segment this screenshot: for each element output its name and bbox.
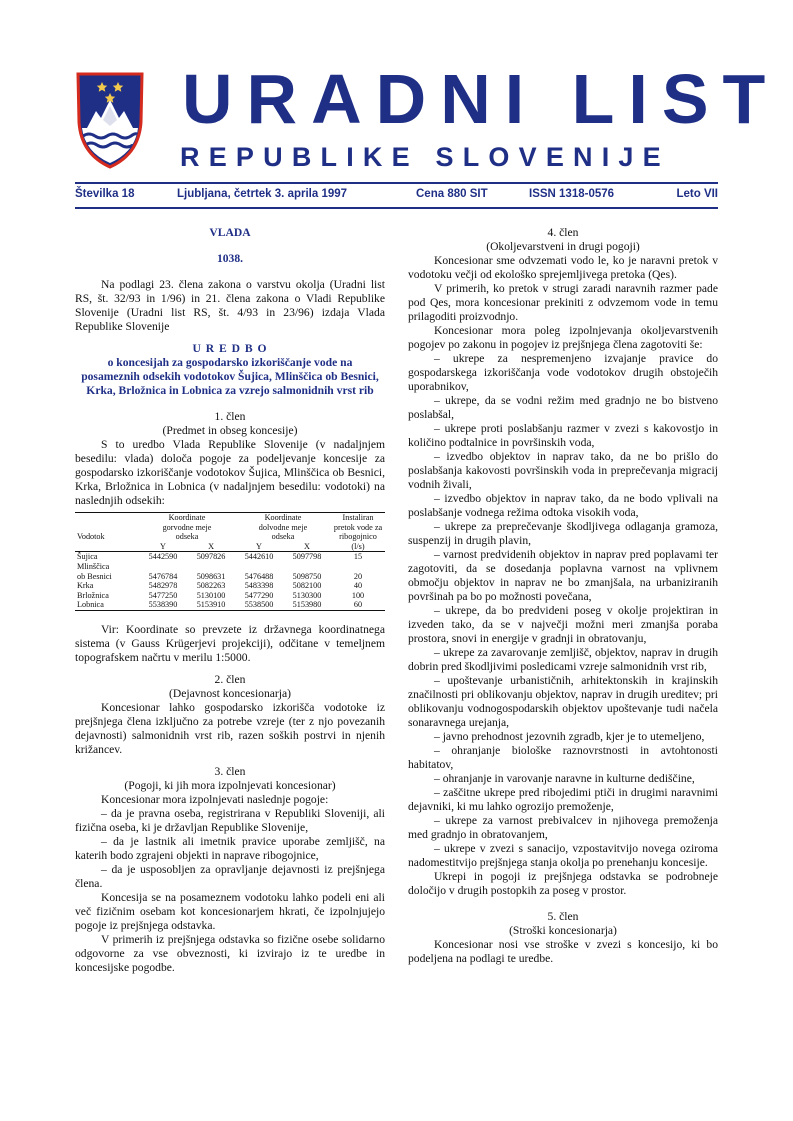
subheader-unit: (l/s) [331,542,385,552]
river-name: Lobnica [75,600,139,610]
table-row [75,600,385,610]
cell-y1: 5482978 [148,581,178,591]
table-row [75,552,385,562]
preamble: Na podlagi 23. člena zakona o varstvu okolja (Uradni list RS, št. 32/93 in 1/96) in 21. člena zakona o Vladi Republike Slovenije (Uradni list RS, št. 4/93 in 23/96) izdaja Vlada Republike Slovenije [75,278,385,333]
article-2-title: 2. člen [214,672,246,686]
article-3-text: Koncesionar mora izpolnjevati naslednje pogoje: [101,792,329,806]
river-name: Brložnica [77,590,109,600]
masthead-info-line [75,188,718,204]
subheader-y: Y [235,542,283,552]
source-note: Vir: Koordinate so prevzete iz državnega koordinatnega sistema (v Gauss Krügerjevi projekciji), odčitane v temeljnem topografskem načrtu v merilu 1:5000. [75,622,385,664]
cell-flow: 40 [353,581,363,591]
cell-x1: 5153910 [187,600,235,610]
article-1-subtitle: (Predmet in obseg koncesije) [162,424,298,437]
publication-subtitle: REPUBLIKE SLOVENIJE [180,142,670,172]
col-header-dolvodne: Koordinate dolvodne meje odseka [235,513,331,542]
cell-y2: 5477290 [244,590,274,600]
cell-x1: 5098631 [196,571,226,581]
list-item: – zaščitne ukrepe pred ribojedimi ptiči in drugimi naravnimi dejavniki, ki mu lahko ogrozijo premoženje, [408,786,718,813]
masthead-bottom-rule [75,207,718,209]
cell-x2: 5082100 [292,581,322,591]
sections-table [75,512,385,611]
article-4-paragraph-3: Koncesionar mora poleg izpolnjevanja okoljevarstvenih pogojev po zakonu in pogojev iz prejšnjega člena zagotoviti še: [408,324,718,351]
cell-y1: 5538390 [139,600,187,610]
table-row [75,581,385,591]
list-item: – varnost predvidenih objektov in naprav pred poplavami ter zagotoviti, da se dosedanja poplavna varnost na vplivnem območju objektov in naprav ne bo zmanjšala, na urbaniziranih površinah pa bo po možnosti povečana, [408,548,718,603]
article-5-subtitle: (Stroški koncesionarja) [509,924,617,937]
publication-title: URADNI LIST [182,60,780,138]
article-4-paragraph-4: Ukrepi in pogoji iz prejšnjega odstavka se podrobneje določijo v drugih postopkih za poseg v prostor. [408,870,718,897]
cell-flow: 20 [353,571,363,581]
cell-y2: 5476488 [244,571,274,581]
cell-x1: 5082263 [196,581,226,591]
act-number: 1038. [216,252,244,265]
article-5-title: 5. člen [547,910,579,923]
list-item: – da je usposobljen za opravljanje dejavnosti iz prejšnjega člena. [75,862,385,890]
section-heading: VLADA [209,226,251,239]
table-row [75,562,385,572]
cell-y1 [139,562,187,572]
cell-flow [331,562,385,572]
river-name: Krka [77,581,94,591]
list-item: – izvedbo objektov in naprav tako, da ne bo prišlo do poslabšanja kakovosti površinskih voda in preprečevanja migracij vodnih živali, [408,450,718,491]
list-item: – da je pravna oseba, registrirana v Republiki Sloveniji, ali fizična oseba, ki je državljan Republike Slovenije, [75,806,385,834]
cell-x1: 5130100 [196,590,226,600]
list-item: – ukrepe, da bo predvideni poseg v okolje projektiran in izveden tako, da se v največji možni meri zmanjša poraba prostora, snovi in energije v gradnji in obratovanju, [408,604,718,645]
article-2-text: Koncesionar lahko gospodarsko izkorišča vodotoke iz prejšnjega člena izključno za potrebe vzreje (ter z njo povezanih dejavnosti) salmonidnih vrst rib, razen soških postrvi in njenih križancev. [75,700,385,756]
left-column [75,226,385,975]
cell-x2: 5097798 [292,552,322,562]
article-4-paragraph-2: V primerih, ko pretok v strugi zaradi naravnih razmer pade pod Qes, mora koncesionar prekiniti z odvzemom vode in temu prilagoditi proizvodnjo. [408,282,718,323]
price: Cena 880 SIT [416,188,488,200]
article-2-subtitle: (Dejavnost koncesionarja) [168,686,291,700]
issn: ISSN 1318-0576 [529,188,615,200]
place-date: Ljubljana, četrtek 3. aprila 1997 [177,188,348,200]
masthead-top-rule [75,182,718,184]
river-name: Šujica [77,552,98,562]
list-item: – ukrepe v zvezi s sanacijo, vzpostavitvijo novega oziroma nadomestitvijo prejšnjega stanja okolja po prenehanju koncesije. [408,842,718,869]
cell-flow: 100 [351,590,365,600]
list-item: – ukrepe za nespremenjeno izvajanje pravice do gospodarskega izkoriščanja vode vodotokov drugih obstoječih uporabnikov, [408,352,718,393]
cell-y2: 5483398 [244,581,274,591]
cell-y1: 5476784 [148,571,178,581]
cell-y2 [235,562,283,572]
col-header-vodotok: Vodotok [75,513,139,542]
article-1-title: 1. člen [214,410,246,423]
cell-y2: 5442610 [244,552,274,562]
list-item: – ukrepe za preprečevanje škodljivega odlaganja gramoza, suspenzij in drugih plavin, [408,520,718,547]
list-item: – ukrepe proti poslabšanju razmer v zvezi s kakovostjo in količino podtalnice in površinskih voda, [408,422,718,449]
article-3-subtitle: (Pogoji, ki jih mora izpolnjevati koncesionar) [124,778,336,792]
article-3-title: 3. člen [214,764,246,778]
slovenia-coat-of-arms-icon [75,70,145,170]
cell-x2: 5130300 [292,590,322,600]
cell-x1 [187,562,235,572]
river-name: ob Besnici [77,571,112,581]
list-item: – ukrepe za zavarovanje zemljišč, objektov, naprav in drugih dobrin pred škodljivimi posledicami vzreje salmonidnih vrst rib, [408,646,718,673]
cell-y1: 5442590 [148,552,178,562]
cell-x2: 5098750 [292,571,322,581]
subheader-y: Y [139,542,187,552]
list-item: – ohranjanje biološke raznovrstnosti in avtohtonosti habitatov, [408,744,718,771]
list-item: – ohranjanje in varovanje naravne in kulturne dediščine, [434,772,695,785]
col-header-pretok: Instaliran pretok vode za ribogojnico [331,513,385,542]
list-item: – ukrepe, da se vodni režim med gradnjo ne bo bistveno poslabšal, [408,394,718,421]
cell-y1: 5477250 [148,590,178,600]
article-3-paragraph-3: V primerih iz prejšnjega odstavka so fizične osebe solidarno odgovorne za vse obveznosti, ki izvirajo iz te uredbe in koncesijske pogodbe. [75,932,385,974]
article-4-paragraph-1: Koncesionar sme odvzemati vodo le, ko je naravni pretok v vodotoku večji od ekološko sprejemljivega pretoka (Qes). [408,254,718,281]
cell-x2: 5153980 [283,600,331,610]
list-item: – izvedbo objektov in naprav tako, da ne bodo vplivali na poslabšanje vodnega režima odtoka visokih voda, [408,492,718,519]
cell-flow: 60 [331,600,385,610]
cell-x1: 5097826 [196,552,226,562]
article-4-subtitle: (Okoljevarstveni in drugi pogoji) [486,240,640,253]
table-row [75,572,385,582]
cell-x2 [283,562,331,572]
article-4-title: 4. člen [547,226,579,239]
col-header-gorvodne: Koordinate gorvodne meje odseka [139,513,235,542]
cell-y2: 5538500 [235,600,283,610]
list-item: – da je lastnik ali imetnik pravice uporabe zemljišč, na katerih bodo zgrajeni objekti in naprave ribogojnice, [75,834,385,862]
right-column [408,226,718,966]
subheader-x: X [283,542,331,552]
decree-title: U R E D B O [192,342,268,355]
issue-number: Številka 18 [75,188,135,200]
article-1-text: S to uredbo Vlada Republike Slovenije (v nadaljnjem besedilu: vlada) določa pogoje za podeljevanje koncesije za gospodarsko izkoriščanje vodotokov Šujica, Mlinščica ob Besnici, Krka, Brložnica in Lobnica (v nadaljnjem besedilu: vodotoki) na naslednjih odsekih: [75,438,385,507]
decree-subtitle: o koncesijah za gospodarsko izkoriščanje vode na posameznih odsekih vodotokov Šujica, Mlinščica ob Besnici, Krka, Brložnica in Lobnica za vzrejo salmonidnih vrst rib [81,356,379,397]
list-item: – ukrepe za varnost prebivalcev in njihovega premoženja med gradnjo in obratovanjem, [408,814,718,841]
river-name: Mlinščica [77,561,110,571]
article-3-paragraph-2: Koncesija se na posameznem vodotoku lahko podeli eni ali več fizičnim osebam kot koncesionarjem hkrati, če izpolnjujejo pogoje iz prejšnjega odstavka. [75,890,385,932]
list-item: – javno prehodnost jezovnih zgradb, kjer je to utemeljeno, [434,730,705,743]
table-row [75,591,385,601]
list-item: – upoštevanje urbanističnih, arhitektonskih in krajinskih značilnosti pri oblikovanju objektov, naprav in drugih ureditev; pri oblikovanju vodnogospodarskih objektov upoštevanje tudi načela sonaravnega urejanja, [408,674,718,729]
subheader-x: X [187,542,235,552]
article-5-text: Koncesionar nosi vse stroške v zvezi s koncesijo, ki bo podeljena na podlagi te uredbe. [408,938,718,965]
volume-year: Leto VII [676,188,718,200]
cell-flow: 15 [353,552,363,562]
